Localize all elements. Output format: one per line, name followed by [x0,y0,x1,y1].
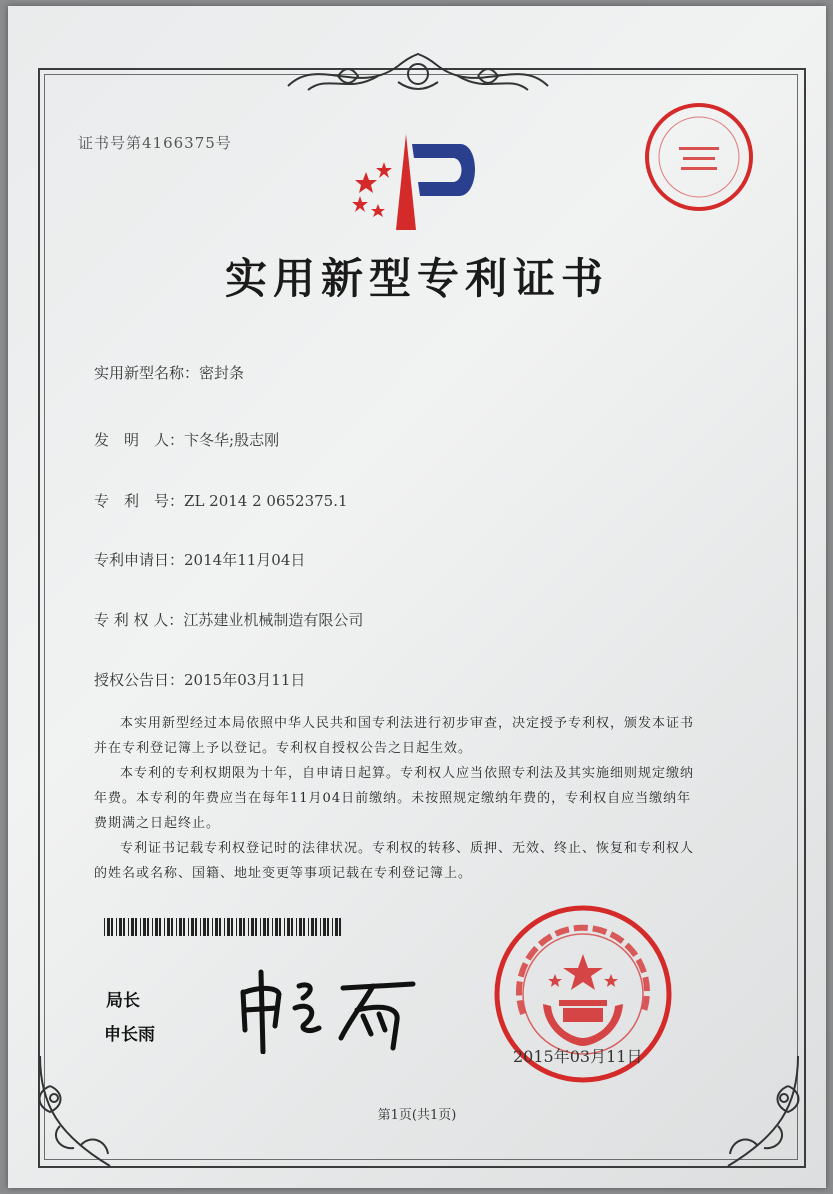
signature-icon [233,964,423,1054]
seal-date: 2015年03月11日 [513,1047,643,1066]
field-inventor-label: 发 明 人： [94,431,185,449]
field-name-label: 实用新型名称： [94,364,200,382]
page-number: 第1页(共1页) [377,1108,457,1123]
field-application-date-label: 专利申请日： [94,551,185,569]
field-grant-date [94,669,305,690]
field-patentee [94,609,363,630]
field-patent-number-label: 专 利 号： [94,492,185,510]
certificate-number: 证书号第4166375号 [78,134,232,152]
field-application-date [94,549,305,570]
field-patentee-value: 江苏建业机械制造有限公司 [183,611,364,629]
field-grant-date-label: 授权公告日： [94,671,185,689]
official-name: 申长雨 [104,1025,155,1045]
field-application-date-value: 2014年11月04日 [184,551,306,569]
barcode-icon [104,918,344,936]
field-name [94,362,244,383]
certificate-title: 实用新型专利证书 [224,254,609,303]
field-patent-number-value: ZL 2014 2 0652375.1 [184,492,348,510]
field-patent-number [94,490,348,511]
top-ornament-icon [278,46,558,102]
official-title: 局长 [106,991,140,1011]
certificate-page [8,6,826,1188]
field-patentee-label: 专 利 权 人： [94,611,184,629]
paragraph-term: 本专利的专利权期限为十年，自申请日起算。专利权人应当依照专利法及其实施细则规定缴纳年费。本专利的年费应当在每年11月04日前缴纳。未按照规定缴纳年费的，专利权自应当缴纳年费期满之日起终止。 [94,766,695,831]
paragraph-status: 专利证书记载专利权登记时的法律状况。专利权的转移、质押、无效、终止、恢复和专利权人的姓名或名称、国籍、地址变更等事项记载在专利登记簿上。 [94,841,695,881]
field-inventor [94,429,279,450]
field-inventor-value: 卞冬华;殷志刚 [184,431,280,449]
field-grant-date-value: 2015年03月11日 [184,671,306,689]
patent-office-logo-icon [340,134,475,234]
field-name-value: 密封条 [199,364,245,382]
paragraph-grant: 本实用新型经过本局依照中华人民共和国专利法进行初步审查，决定授予专利权，颁发本证书并在专利登记簿上予以登记。专利权自授权公告之日起生效。 [94,716,695,756]
registry-seal-icon [643,101,755,213]
